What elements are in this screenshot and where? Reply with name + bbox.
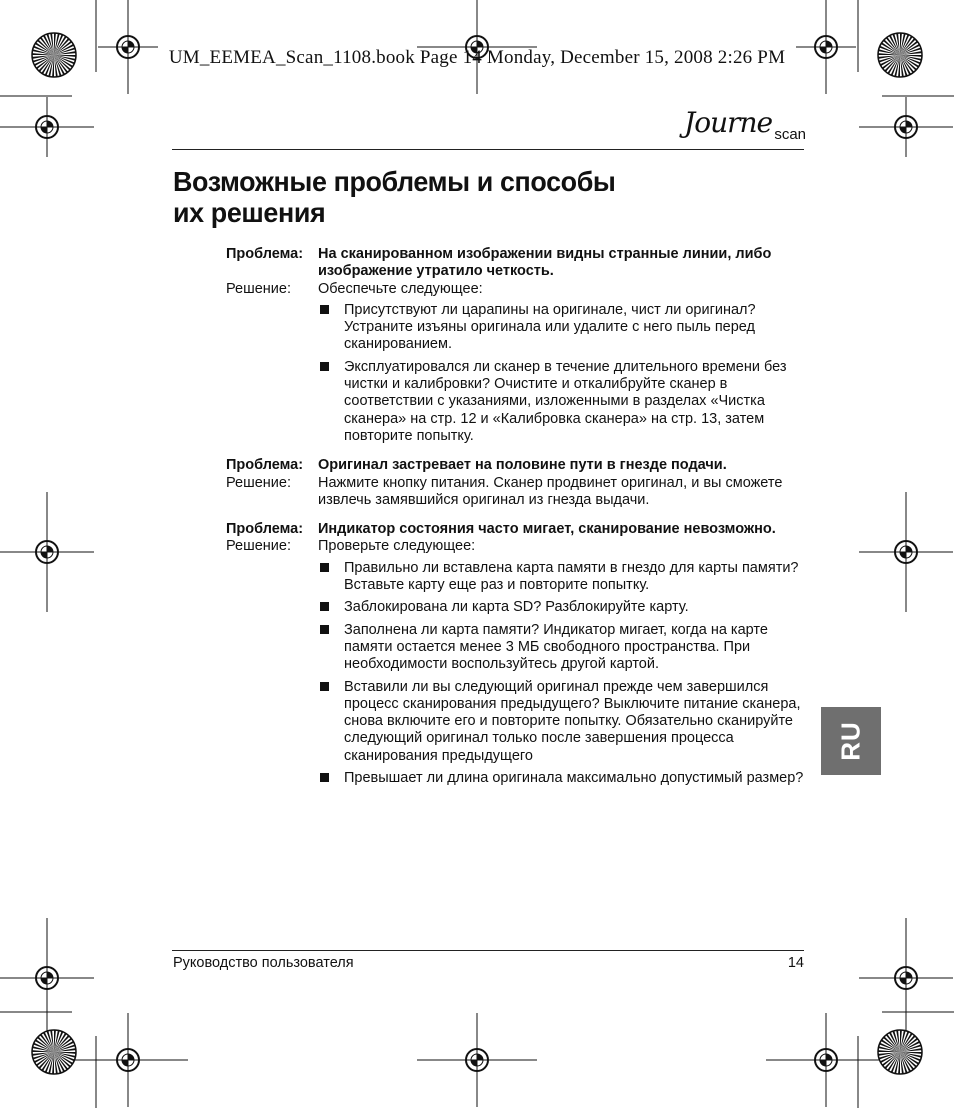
bullet-square-icon: [318, 599, 344, 616]
problem-row: [226, 246, 806, 281]
troubleshooting-content: [226, 246, 806, 799]
bottom-rule: [172, 950, 804, 951]
bullet-text: Превышает ли длина оригинала максимально допустимый размер?: [344, 770, 804, 787]
logo-script-text: Journe: [684, 106, 773, 139]
list-item: [318, 302, 806, 354]
problem-text: Оригинал застревает на половине пути в гнезде подачи.: [318, 457, 727, 474]
problem-text: Индикатор состояния часто мигает, сканирование невозможно.: [318, 521, 776, 538]
problem-row: [226, 457, 806, 474]
solution-row: [226, 475, 806, 510]
solution-label: Решение:: [226, 280, 291, 297]
bullet-square-icon: [318, 770, 344, 787]
problem-block: [226, 457, 806, 509]
solution-text: Нажмите кнопку питания. Сканер продвинет оригинал, и вы сможете извлечь замявшийся оригинал из гнезда выдачи.: [318, 474, 783, 508]
page-title-line-2: их решения: [173, 197, 326, 228]
page-number: 14: [787, 955, 804, 971]
logo-scan-text: scan: [774, 126, 806, 143]
solution-text: Проверьте следующее:: [318, 538, 476, 555]
solution-bullet-list: [226, 302, 806, 445]
page-title: [173, 166, 711, 228]
language-tab-ru: [821, 707, 881, 775]
problem-label: Проблема:: [226, 457, 304, 474]
print-header-line: UM_EEMEA_Scan_1108.book Page 14 Monday, December 15, 2008 2:26 PM: [168, 47, 786, 68]
bullet-text: Присутствуют ли царапины на оригинале, чист ли оригинал? Устраните изъяны оригинала или удалите с него пыль перед сканированием.: [344, 301, 756, 353]
problem-label: Проблема:: [226, 521, 304, 538]
problem-row: [226, 521, 806, 538]
list-item: [318, 560, 806, 595]
bullet-square-icon: [318, 679, 344, 765]
solution-row: [226, 281, 806, 298]
language-tab-label: RU: [835, 721, 866, 761]
journe-scan-logo: [684, 106, 808, 150]
list-item: [318, 599, 806, 616]
bullet-text: Эксплуатировался ли сканер в течение длительного времени без чистки и калибровки? Очистите и откалибруйте сканер в соответствии с указаниями, изложенными в разделах «Чистка сканера» на стр. 12 и «Калибровка сканера» на стр. 13, затем повторите попытку.: [344, 358, 787, 444]
solution-label: Решение:: [226, 538, 291, 555]
list-item: [318, 679, 806, 765]
problem-block: [226, 246, 806, 445]
bullet-text: Вставили ли вы следующий оригинал прежде чем завершился процесс сканирования предыдущего? Выключите питание сканера, снова включите его и повторите попытку. Обязательно сканируйте следующий оригинал только после завершения процесса сканирования предыдущего: [344, 678, 801, 764]
bullet-square-icon: [318, 560, 344, 595]
bullet-square-icon: [318, 302, 344, 354]
top-rule: [172, 149, 804, 150]
list-item: [318, 770, 806, 787]
footer-title: Руководство пользователя: [173, 955, 354, 971]
problem-block: [226, 521, 806, 787]
page-title-line-1: Возможные проблемы и способы: [173, 166, 616, 197]
solution-row: [226, 538, 806, 555]
solution-bullet-list: [226, 560, 806, 788]
bullet-square-icon: [318, 622, 344, 674]
bullet-text: Правильно ли вставлена карта памяти в гнездо для карты памяти? Вставьте карту еще раз и повторите попытку.: [344, 559, 799, 594]
bullet-text: Заполнена ли карта памяти? Индикатор мигает, когда на карте памяти остается менее 3 МБ свободного пространства. При необходимости воспользуйтесь другой картой.: [344, 621, 768, 673]
bullet-square-icon: [318, 359, 344, 445]
solution-label: Решение:: [226, 474, 291, 491]
problem-text: На сканированном изображении видны странные линии, либо изображение утратило четкость.: [318, 246, 772, 280]
list-item: [318, 622, 806, 674]
solution-text: Обеспечьте следующее:: [318, 280, 483, 297]
problem-label: Проблема:: [226, 246, 304, 262]
list-item: [318, 359, 806, 445]
bullet-text: Заблокирована ли карта SD? Разблокируйте карту.: [344, 599, 689, 616]
